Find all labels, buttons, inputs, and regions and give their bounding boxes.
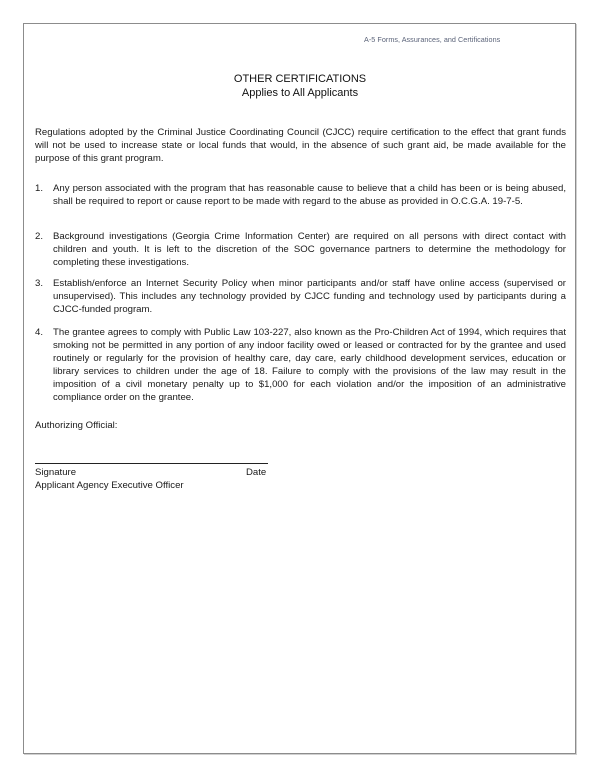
list-item-text: Background investigations (Georgia Crime Information Center) are required on all persons with direct contact with children and youth. It is left to the discretion of the SOC governance partners to determine the methodology for completing these investigations. (53, 231, 566, 268)
document-title: OTHER CERTIFICATIONS (233, 73, 367, 85)
running-header: A-5 Forms, Assurances, and Certifications (364, 35, 501, 44)
intro-paragraph: Regulations adopted by the Criminal Justice Coordinating Council (CJCC) require certification to the effect that grant funds will not be used to increase state or local funds that would, in the absence of such grant aid, be made available for the purpose of this grant program. (35, 127, 566, 164)
list-item-text: Establish/enforce an Internet Security Policy when minor participants and/or staff have online access (supervised or unsupervised). This includes any technology provided by CJCC funding and technology used by participants during a CJCC-funded program. (53, 278, 566, 315)
authorizing-official-label: Authorizing Official: (35, 420, 118, 431)
list-item (35, 230, 566, 269)
list-item-text: Any person associated with the program that has reasonable cause to believe that a child has been or is being abused, shall be required to report or cause report to be made with regard to the abuse as provided in O.C.G.A. 19-7-5. (53, 183, 566, 207)
list-item (35, 182, 566, 208)
list-item (35, 326, 566, 404)
document-subtitle: Applies to All Applicants (241, 87, 359, 99)
list-item-number: 4. (35, 327, 44, 338)
signature-line[interactable] (35, 463, 268, 464)
list-item-number: 1. (35, 183, 44, 194)
list-item-number: 2. (35, 231, 44, 242)
date-label: Date (246, 467, 267, 478)
list-item-number: 3. (35, 278, 44, 289)
list-item-text: The grantee agrees to comply with Public Law 103-227, also known as the Pro-Children Act of 1994, which requires that smoking not be permitted in any portion of any indoor facility owed or leased or contracted for by the grantee and used routinely or regularly for the provision of healthy care, day care, early childhood development services, education or library services to children under the age of 18. Failure to comply with the provisions of the law may result in the imposition of a civil monetary penalty up to $1,000 for each violation and/or the imposition of an administrative compliance order on the grantee. (53, 327, 566, 403)
list-item (35, 277, 566, 316)
signature-label: Signature (35, 467, 77, 478)
officer-title-label: Applicant Agency Executive Officer (35, 480, 184, 491)
title-block (0, 72, 600, 100)
